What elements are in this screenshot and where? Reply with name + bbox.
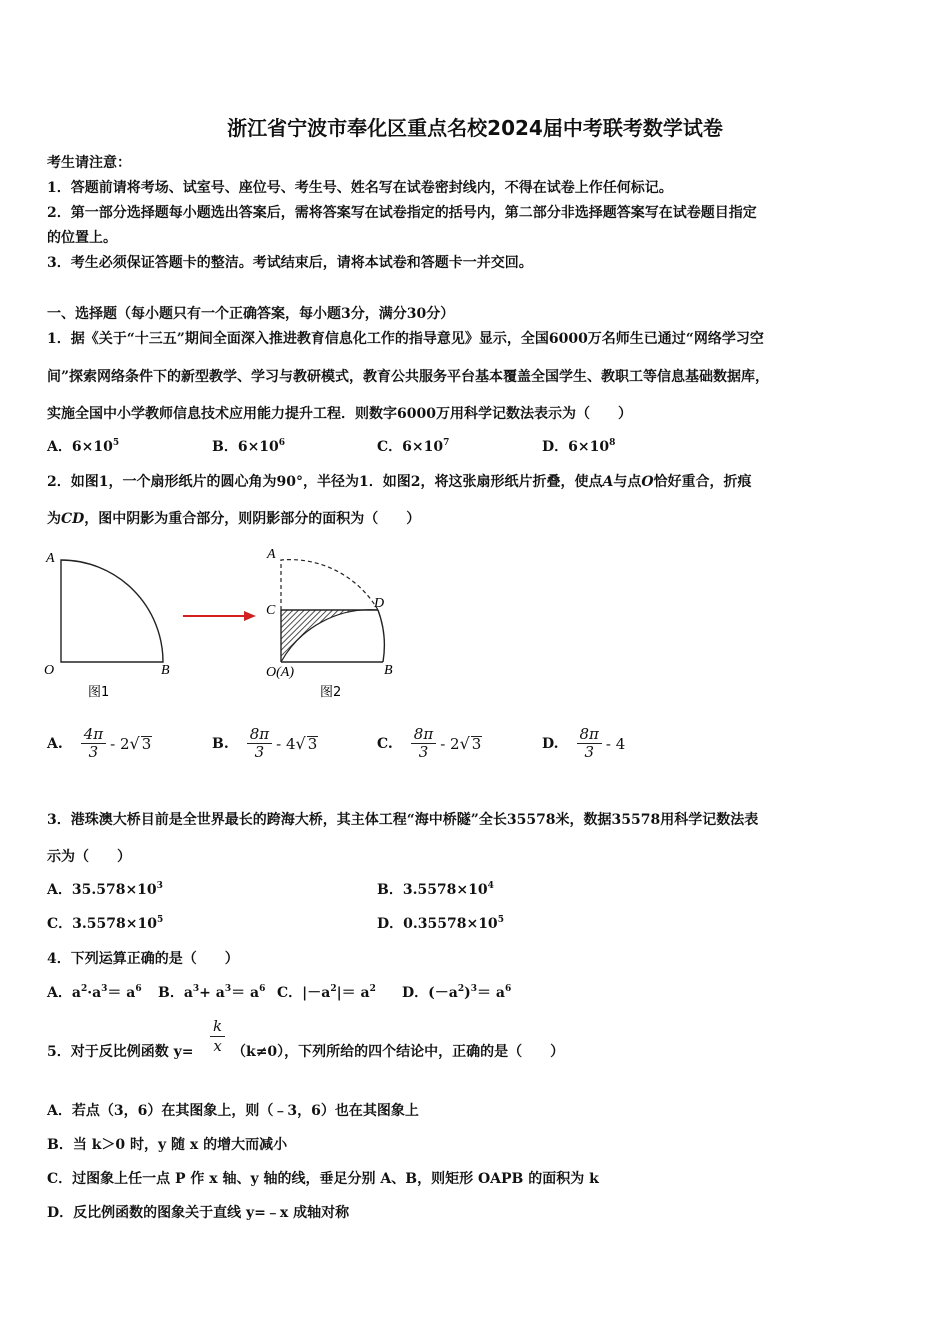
figure-2 [266, 547, 393, 700]
notice-heading: 考生请注意： [47, 155, 131, 171]
q5-fraction: k x [210, 1017, 225, 1056]
q1-option-d: D．$6\times 10^8$ [542, 438, 616, 455]
q2-option-d: D. $\frac{8\pi}{3}$ - 4 [542, 725, 626, 761]
original-arc-dashed [281, 560, 378, 610]
q2-line: 2．如图1，一个扇形纸片的圆心角为90°，半径为1．如图2，将这张扇形纸片折叠，使点A与点O恰好重合，折痕 [47, 474, 752, 490]
fig1-label-b: B [161, 663, 170, 678]
fig1-label-o: O [44, 663, 55, 678]
q2-figures [40, 540, 410, 705]
q4-option-b: B．$a^3+ a^3= a^6$ [158, 984, 266, 1001]
q3-option-a: A．$35.578\times 10^3$ [47, 881, 163, 898]
fig2-label-a: A [267, 547, 276, 562]
q5-option-a: A．若点（3，6）在其图象上，则（﹣3，6）也在其图象上 [47, 1103, 419, 1119]
q1-line: 间”探索网络条件下的新型教学、学习与教研模式，教育公共服务平台基本覆盖全国学生、教职工等信息基础数据库， [47, 369, 770, 385]
notice-item: 1．答题前请将考场、试室号、座位号、考生号、姓名写在试卷密封线内，不得在试卷上作任何标记。 [47, 180, 673, 196]
fig1-label-a: A [46, 551, 55, 566]
q5-option-b: B．当 k＞0 时，y 随 x 的增大而减小 [47, 1137, 288, 1153]
sector-shape [61, 560, 163, 662]
q5-option-c: C．过图象上任一点 P 作 x 轴、y 轴的线，垂足分别 A、B，则矩形 OAPB 的面积为 k [47, 1171, 599, 1187]
q5-stem: 5．对于反比例函数 y= [47, 1044, 194, 1060]
q3-line: 示为（ ） [47, 849, 131, 865]
q5-option-d: D．反比例函数的图象关于直线 y=﹣x 成轴对称 [47, 1205, 350, 1221]
fig2-label-d: D [374, 596, 385, 611]
q4-option-a: A．$a^2\cdot a^3= a^6$ [47, 984, 142, 1001]
arrow-icon [183, 611, 256, 621]
fig2-caption: 图2 [320, 685, 342, 700]
q1-option-b: B．$6\times 10^6$ [212, 438, 286, 455]
q2-line: 为CD，图中阴影为重合部分，则阴影部分的面积为（ ） [47, 511, 421, 527]
fig2-label-b: B [384, 663, 393, 678]
q1-line: 实施全国中小学教师信息技术应用能力提升工程．则数字6000万用科学记数法表示为（ ） [47, 406, 632, 422]
arc-remainder [378, 610, 384, 662]
q4-option-c: C．$|-a^2|= a^2$ [277, 984, 376, 1001]
figure-1 [44, 551, 170, 700]
q3-option-d: D．$0.35578\times 10^5$ [377, 915, 504, 932]
q2-option-a: A. $\frac{4\pi}{3}$ - 2√ 3 [47, 725, 152, 761]
q4-stem: 4．下列运算正确的是（ ） [47, 951, 239, 967]
fig1-caption: 图1 [88, 685, 110, 700]
fig2-label-c: C [266, 603, 276, 618]
q1-option-a: A．$6\times 10^5$ [47, 438, 120, 455]
notice-item: 的位置上。 [47, 230, 117, 246]
q2-option-c: C. $\frac{8\pi}{3}$ - 2√ 3 [377, 725, 482, 761]
q1-line: 1．据《关于“十三五”期间全面深入推进教育信息化工作的指导意见》显示，全国6000万名师生已通过“网络学习空 [47, 331, 764, 347]
page-title: 浙江省宁波市奉化区重点名校2024届中考联考数学试卷 [227, 116, 723, 140]
fig2-label-o: O(A) [266, 665, 294, 680]
section-heading: 一、选择题（每小题只有一个正确答案，每小题3分，满分30分） [47, 306, 455, 322]
q2-option-b: B. $\frac{8\pi}{3}$ - 4√ 3 [212, 725, 318, 761]
q3-option-c: C．$3.5578\times 10^5$ [47, 915, 164, 932]
q3-option-b: B．$3.5578\times 10^4$ [377, 881, 494, 898]
q1-option-c: C．$6\times 10^7$ [377, 438, 450, 455]
q5-stem-rest: （k≠0），下列所给的四个结论中，正确的是（ ） [232, 1044, 565, 1060]
q3-line: 3．港珠澳大桥目前是全世界最长的跨海大桥，其主体工程“海中桥隧”全长35578米，数据35578用科学记数法表 [47, 812, 759, 828]
notice-item: 3．考生必须保证答题卡的整洁。考试结束后，请将本试卷和答题卡一并交回。 [47, 255, 533, 271]
q4-option-d: D．$(-a^2)^3= a^6$ [402, 984, 512, 1001]
notice-item: 2．第一部分选择题每小题选出答案后，需将答案写在试卷指定的括号内，第二部分非选择题答案写在试卷题目指定 [47, 205, 757, 221]
